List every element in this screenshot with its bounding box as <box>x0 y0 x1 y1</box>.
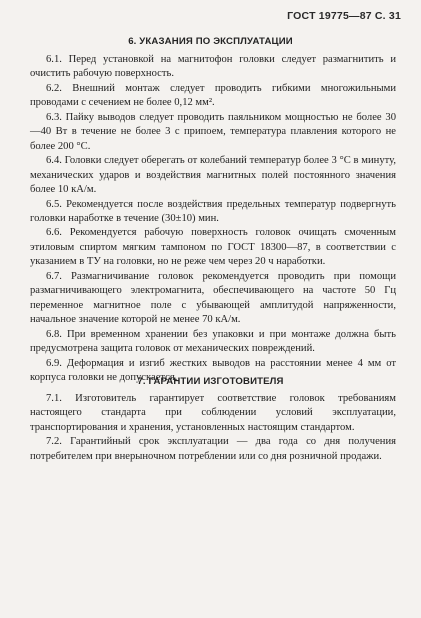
paragraph-6-6: 6.6. Рекомендуется рабочую поверхность головок очищать смоченным этиловым спиртом мягким тампоном по ГОСТ 18300—87, в соответствии с указанием в ТУ на головки, но не реже чем через 20 ч наработки. <box>30 227 396 268</box>
paragraph-7-2: 7.2. Гарантийный срок эксплуатации — два года со дня получения потребителем при внерыночном потреблении или со дня розничной продажи. <box>30 436 396 462</box>
paragraph-6-9: 6.9. Деформация и изгиб жестких выводов на расстоянии менее 4 мм от корпуса головки не допускается. <box>30 357 396 383</box>
paragraph-6-5: 6.5. Рекомендуется после воздействия предельных температур подвергнуть головки наработке в течение (30±10) мин. <box>30 198 396 224</box>
page-header: ГОСТ 19775—87 С. 31 <box>287 10 401 22</box>
section-7-title: 7. ГАРАНТИИ ИЗГОТОВИТЕЛЯ <box>137 376 284 387</box>
paragraph-6-7: 6.7. Размагничивание головок рекомендуется проводить при помощи размагничивающего электромагнита, обеспечивающего на частоте 50 Гц переменное магнитное поле с убывающей амплитудой напряженности, начальное значение которой не менее 70 кА/м. <box>30 270 396 326</box>
paragraph-7-1: 7.1. Изготовитель гарантирует соответствие головок требованиям настоящего стандарта при соблюдении условий эксплуатации, транспортирования и хранения, установленных настоящим стандартом. <box>30 393 396 433</box>
paragraph-6-4: 6.4. Головки следует оберегать от колебаний температур более 3 °С в минуту, механических ударов и воздействия магнитных полей постоянного значения более 10 кА/м. <box>30 155 396 196</box>
section-6-body <box>30 53 396 385</box>
paragraph-6-8: 6.8. При временном хранении без упаковки и при монтаже должна быть предусмотрена защита головок от механических повреждений. <box>30 328 396 355</box>
section-7-body <box>30 392 396 464</box>
paragraph-6-1: 6.1. Перед установкой на магнитофон головки следует размагнитить и очистить рабочую поверхность. <box>30 54 396 80</box>
paragraph-6-3: 6.3. Пайку выводов следует проводить паяльником мощностью не более 30—40 Вт в течение не более 3 с припоем, температура плавления которого не более 200 °С. <box>30 111 396 152</box>
section-6-title: 6. УКАЗАНИЯ ПО ЭКСПЛУАТАЦИИ <box>128 36 293 47</box>
paragraph-6-2: 6.2. Внешний монтаж следует проводить гибкими многожильными проводами с сечением не более 0,12 мм². <box>30 82 396 109</box>
